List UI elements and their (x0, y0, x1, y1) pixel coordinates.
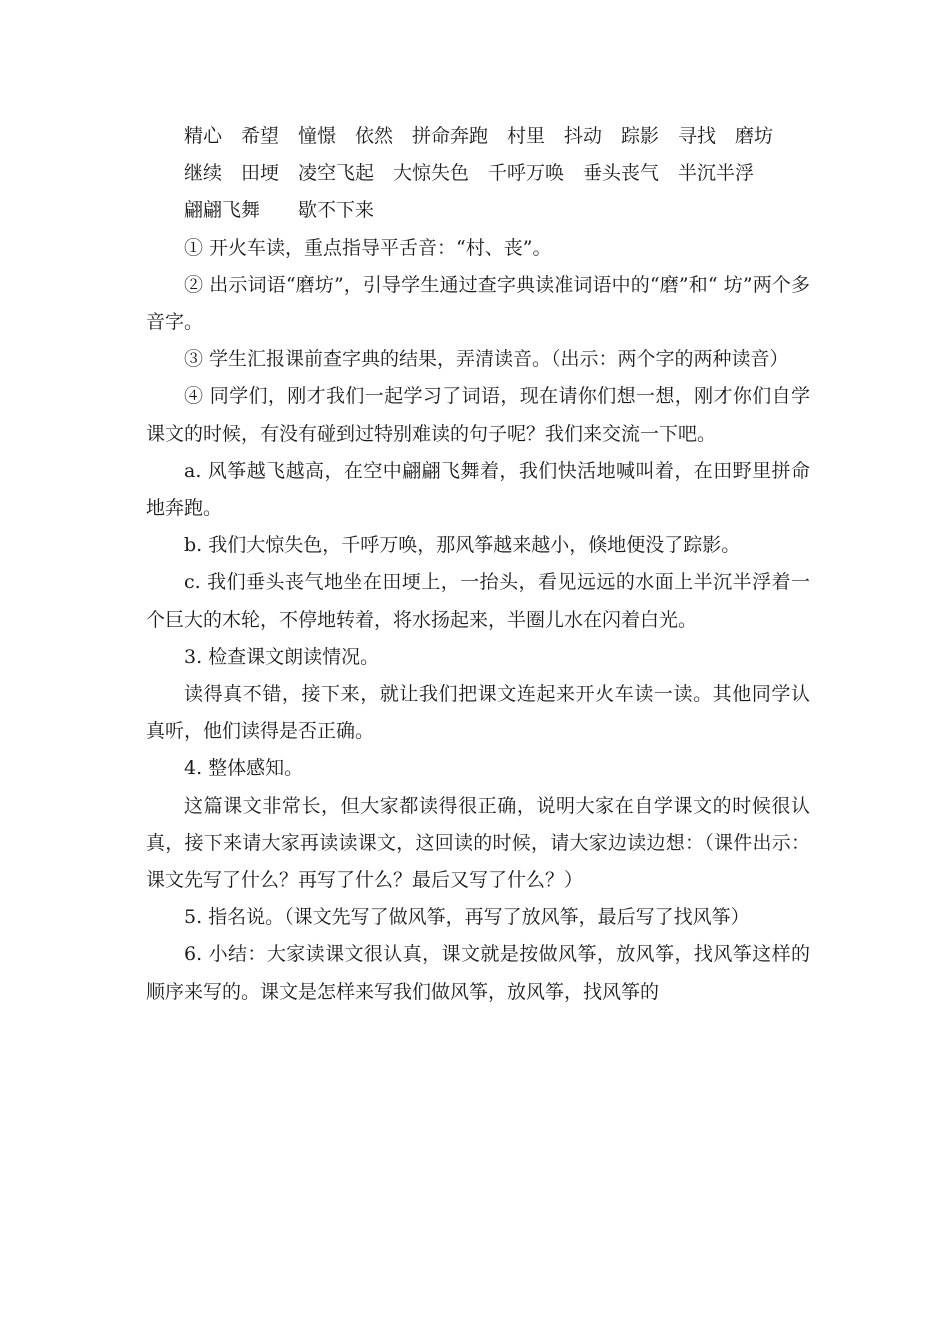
sentence-b: b. 我们大惊失色，千呼万唤，那风筝越来越小，倏地便没了踪影。 (184, 534, 741, 557)
vocab-line-1: 精心 希望 憧憬 依然 拼命奔跑 村里 抖动 踪影 寻找 磨坊 (184, 125, 774, 147)
section-6-text: 6. 小结：大家读课文很认真，课文就是按做风筝，放风筝，找风筝这样的顺序来写的。课文是怎样来写我们做风筝，放风筝，找风筝的 (146, 943, 810, 1003)
sentence-a: a. 风筝越飞越高，在空中翩翩飞舞着，我们快活地喊叫着，在田野里拼命地奔跑。 (146, 459, 810, 520)
step-1: ① 开火车读，重点指导平舌音：“村、丧”。 (184, 236, 552, 259)
section-4-text: 这篇课文非常长，但大家都读得很正确，说明大家在自学课文的时候很认真，接下来请大家再读读课文，这回读的时候，请大家边读边想：（课件出示：课文先写了什么？再写了什么？最后又写了什么？） (146, 794, 810, 892)
step-4: ④ 同学们，刚才我们一起学习了词语，现在请你们想一想，刚才你们自学课文的时候，有没有碰到过特别难读的句子呢？我们来交流一下吧。 (146, 385, 810, 445)
section-3-heading: 3. 检查课文朗读情况。 (184, 645, 380, 668)
step-2: ② 出示词语“磨坊”，引导学生通过查字典读准词语中的“磨”和“ 坊”两个多音字。 (146, 273, 810, 334)
sentence-c: c. 我们垂头丧气地坐在田埂上，一抬头，看见远远的水面上半沉半浮着一个巨大的木轮，不停地转着，将水扬起来，半圈儿水在闪着白光。 (146, 571, 810, 631)
section-3-text: 读得真不错，接下来，就让我们把课文连起来开火车读一读。其他同学认真听，他们读得是否正确。 (146, 683, 810, 743)
vocab-line-2: 继续 田埂 凌空飞起 大惊失色 千呼万唤 垂头丧气 半沉半浮 (184, 162, 755, 185)
document-body (146, 118, 810, 1011)
section-4-heading: 4. 整体感知。 (184, 757, 304, 780)
vocab-line-3: 翩翩飞舞 歇不下来 (184, 199, 375, 222)
section-5-text: 5. 指名说。（课文先写了做风筝，再写了放风筝，最后写了找风筝） (184, 906, 750, 929)
step-3: ③ 学生汇报课前查字典的结果，弄清读音。（出示：两个字的两种读音） (184, 348, 789, 371)
